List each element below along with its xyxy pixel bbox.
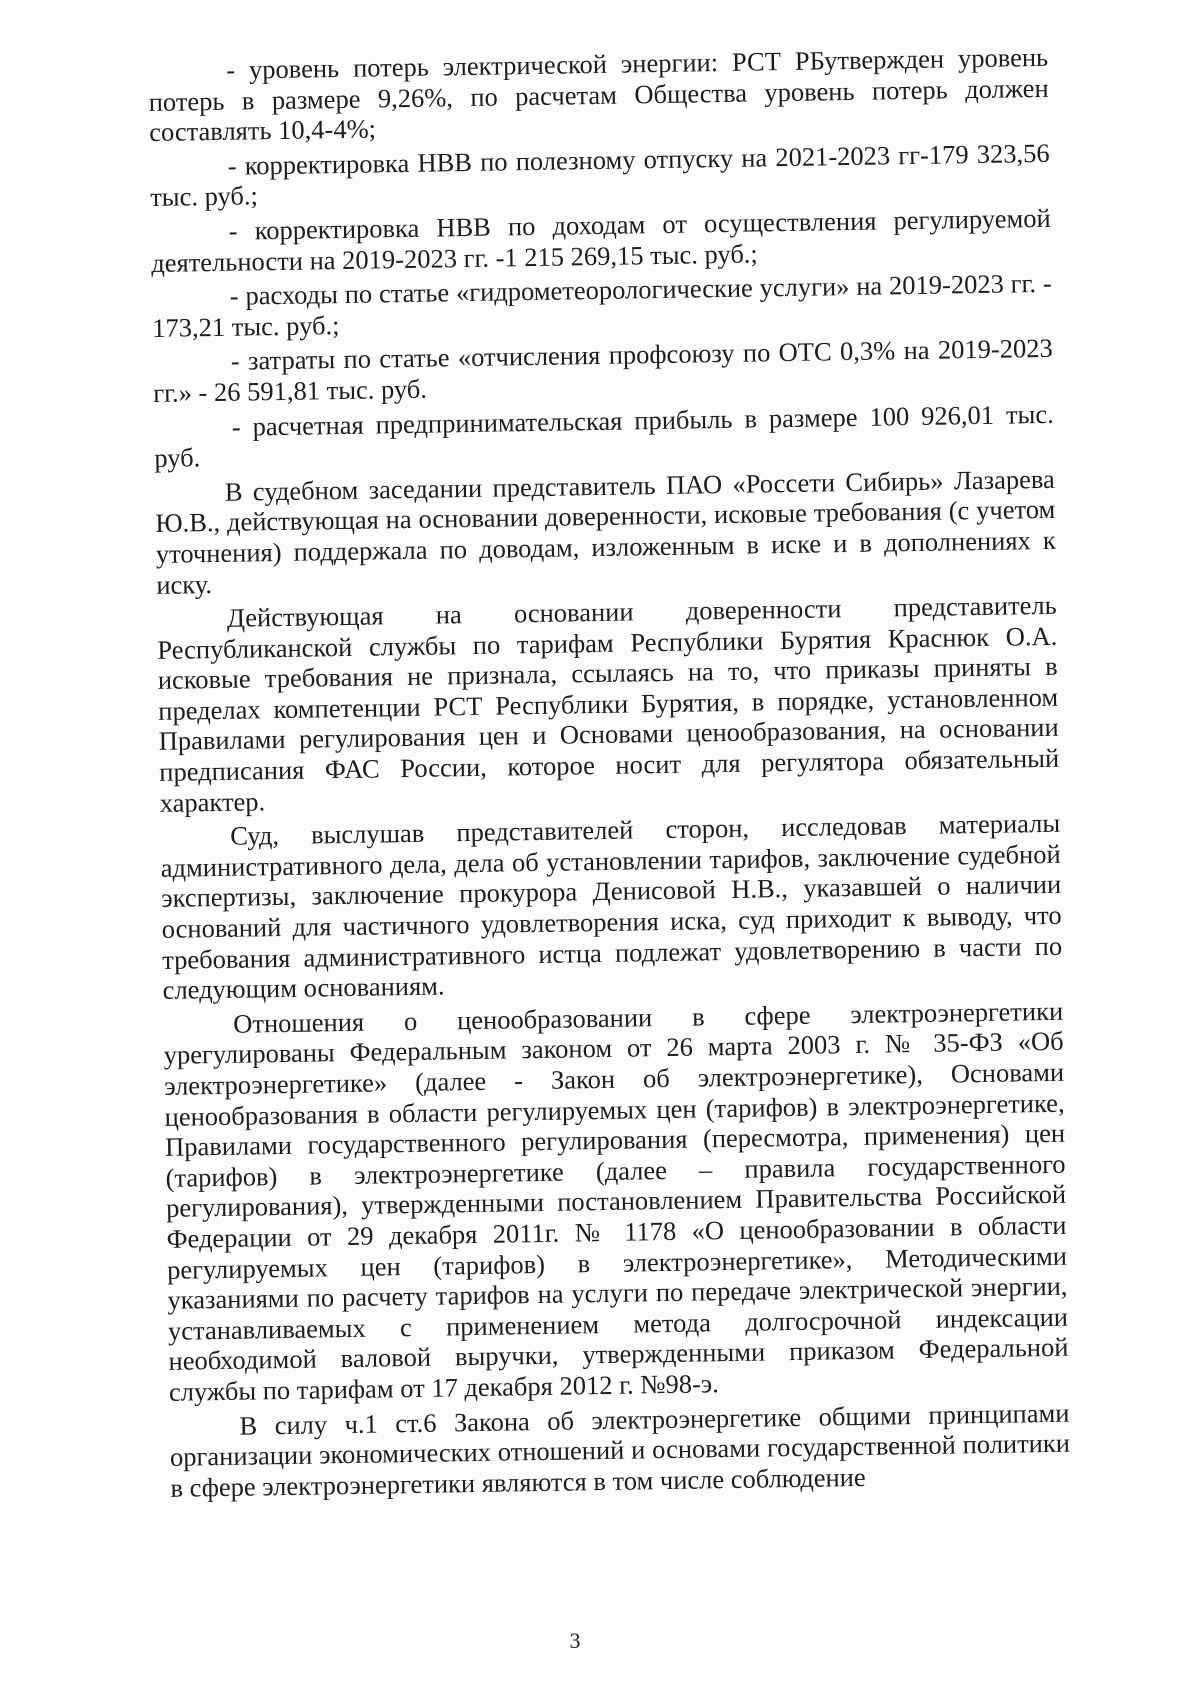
- paragraph-nvv-income: - корректировка НВВ по доходам от осуществления регулируемой деятельности на 2019-2023 гг. -1 215 269,15 тыс. руб.;: [151, 202, 1051, 278]
- paragraph-profit: - расчетная предпринимательская прибыль в размере 100 926,01 тыс. руб.: [154, 398, 1054, 474]
- paragraph-law-article: В силу ч.1 ст.6 Закона об электроэнергетике общими принципами организации экономических отношений и основами государственной политики в сфере электроэнергетики являются в том числе соблюдение: [169, 1397, 1071, 1503]
- document-body: [148, 42, 1071, 1507]
- paragraph-court-conclusion: Суд, выслушав представителей сторон, исследовав материалы административного дела, дела об установлении тарифов, заключение судебной экспертизы, заключение прокурора Денисовой Н.В., указавшей о наличии оснований для частичного удовлетворения иска, суд приходит к выводу, что требования административного истца подлежат удовлетворению в части по следующим основаниям.: [160, 808, 1063, 1006]
- paragraph-defendant-rep: Действующая на основании доверенности представитель Республиканской службы по тарифам Республики Бурятия Краснюк О.А. исковые требования не признала, ссылаясь на то, что приказы приняты в пределах компетенции РСТ Республики Бурятия, в порядке, установленном Правилами регулирования цен и Основами ценообразования, на основании предписания ФАС России, которое носит для регулятора обязательный характер.: [157, 589, 1060, 818]
- paragraph-plaintiff-rep: В судебном заседании представитель ПАО «Россети Сибирь» Лазарева Ю.В., действующая на основании доверенности, исковые требования (с учетом уточнения) поддержала по доводам, изложенным в иске и в дополнениях к иску.: [155, 463, 1056, 600]
- paragraph-hydromet: - расходы по статье «гидрометеорологические услуги» на 2019-2023 гг. - 173,21 тыс. руб.;: [152, 267, 1052, 343]
- paragraph-union-fees: - затраты по статье «отчисления профсоюзу по ОТС 0,3% на 2019-2023 гг.» - 26 591,81 тыс. руб.: [153, 333, 1053, 408]
- page-number: 3: [569, 1628, 581, 1653]
- paragraph-losses: - уровень потерь электрической энергии: РСТ РБутвержден уровень потерь в размере 9,26%, по расчетам Общества уровень потерь должен составлять 10,4-4%;: [148, 41, 1049, 148]
- paragraph-legal-framework: Отношения о ценообразовании в сфере электроэнергетики урегулированы Федеральным законом от 26 марта 2003 г. № 35-ФЗ «Об электроэнергетике» (далее - Закон об электроэнергетике), Основами ценообразования в области регулируемых цен (тарифов) в электроэнергетике, Правилами государственного регулирования (пересмотра, применения) цен (тарифов) в электроэнергетике (далее – правила государственного регулирования), утвержденными постановлением Правительства Российской Федерации от 29 декабря 2011г. № 1178 «О ценообразовании в области регулируемых цен (тарифов) в электроэнергетике», Методическими указаниями по расчету тарифов на услуги по передаче электрической энергии, устанавливаемых с применением метода долгосрочной индексации необходимой валовой выручки, утвержденными приказом Федеральной службы по тарифам от 17 декабря 2012 г. №98-э.: [163, 995, 1069, 1407]
- paragraph-nvv-release: - корректировка НВВ по полезному отпуску на 2021-2023 гг-179 323,56 тыс. руб.;: [149, 137, 1050, 213]
